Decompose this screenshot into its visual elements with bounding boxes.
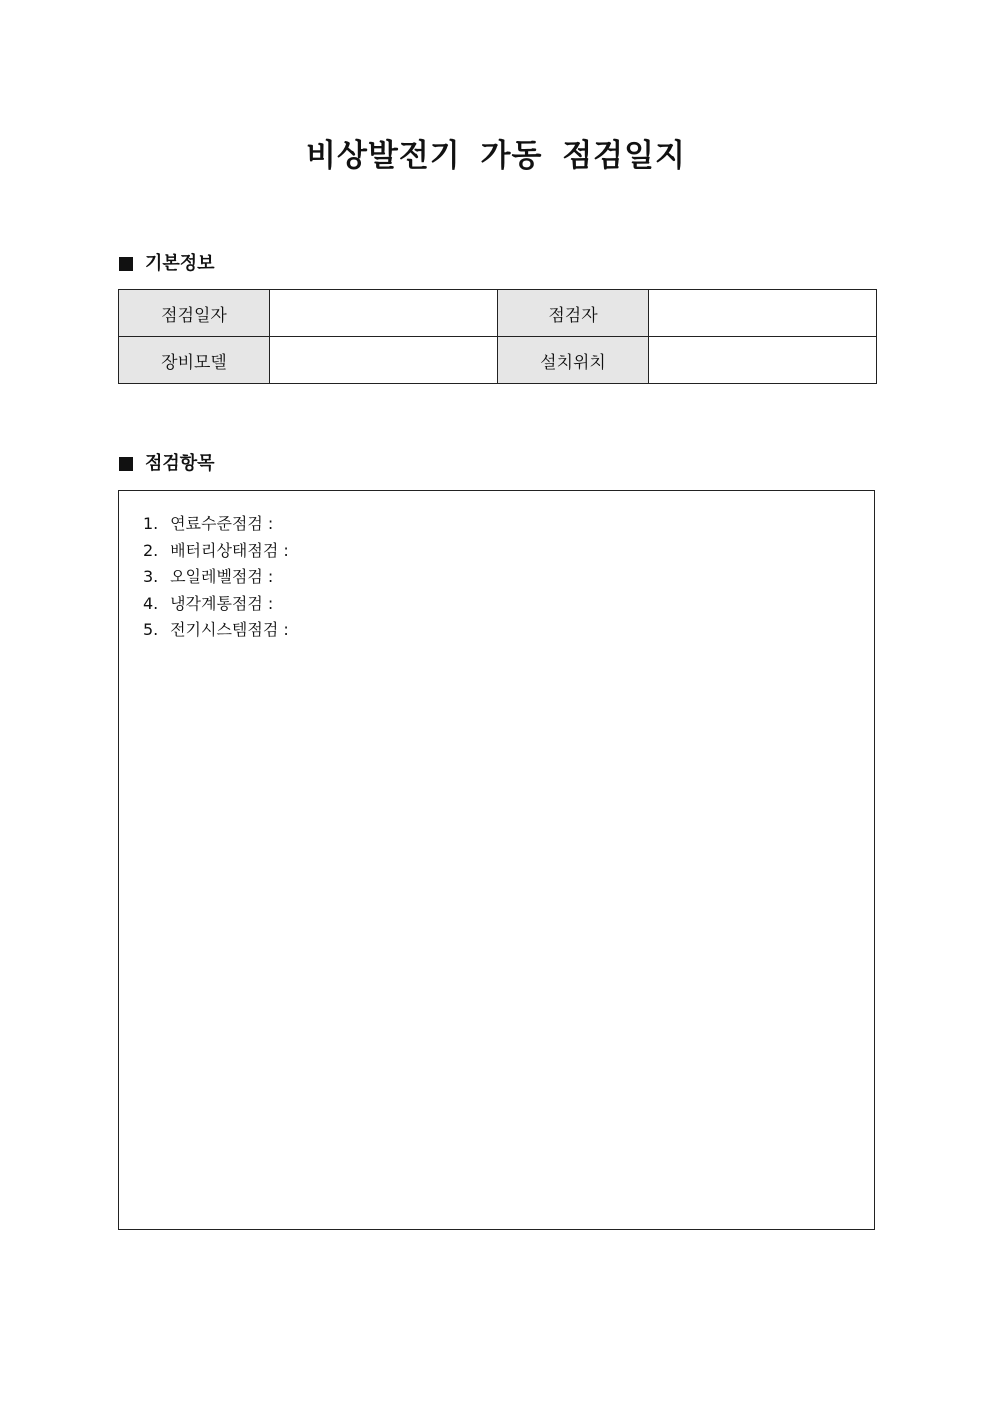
item-number: 4.: [143, 593, 159, 613]
equipment-model-label: 장비모델: [119, 337, 270, 384]
install-location-label: 설치위치: [498, 337, 649, 384]
item-number: 5.: [143, 620, 159, 639]
section-heading-basic-info: [119, 252, 215, 276]
item-number: 3.: [143, 567, 159, 586]
section-heading-label: 점검항목: [145, 453, 215, 474]
equipment-model-field[interactable]: [270, 337, 498, 384]
item-text: 배터리상태점검 :: [170, 540, 289, 560]
inspection-date-label: 점검일자: [119, 290, 270, 337]
item-text: 오일레벨점검 :: [170, 567, 274, 586]
section-heading-inspection-items: [119, 452, 215, 476]
list-item: [143, 511, 874, 538]
item-number: 2.: [143, 540, 159, 560]
item-text: 전기시스템점검 :: [170, 620, 289, 639]
install-location-field[interactable]: [649, 337, 877, 384]
inspector-label: 점검자: [498, 290, 649, 337]
list-item: [143, 591, 874, 618]
document-title: 비상발전기 가동 점검일지: [306, 138, 686, 174]
inspector-field[interactable]: [649, 290, 877, 337]
inspection-items-box[interactable]: [118, 490, 875, 1230]
table-row: [119, 337, 877, 384]
list-item: [143, 538, 874, 565]
list-item: [143, 617, 874, 644]
basic-info-table: [118, 289, 877, 384]
item-text: 냉각계통점검 :: [170, 593, 274, 613]
inspection-date-field[interactable]: [270, 290, 498, 337]
section-heading-label: 기본정보: [145, 253, 215, 274]
inspection-items-list: [119, 491, 874, 644]
table-row: [119, 290, 877, 337]
square-bullet-icon: [119, 257, 133, 271]
list-item: [143, 564, 874, 591]
square-bullet-icon: [119, 457, 133, 471]
item-text: 연료수준점검 :: [170, 514, 274, 533]
item-number: 1.: [143, 514, 159, 533]
